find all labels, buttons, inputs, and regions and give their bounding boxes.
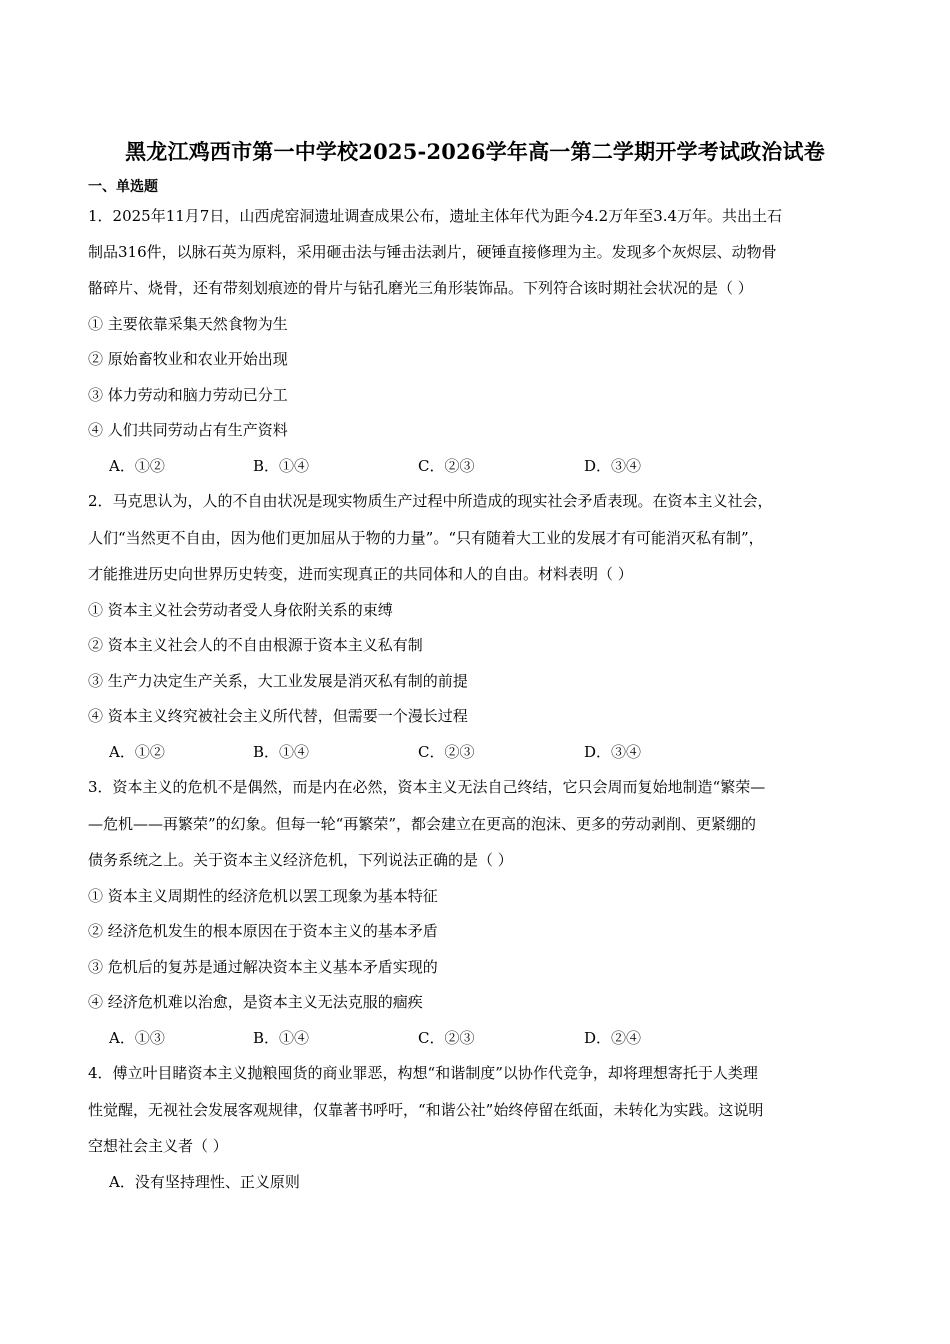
q2-stem-line-2: 人们“当然更不自由，因为他们更加屈从于物的力量”。“只有随着大工业的发展才有可能消灭私有制”， bbox=[88, 529, 764, 547]
q3-item-3: ③ 危机后的复苏是通过解决资本主义基本矛盾实现的 bbox=[88, 958, 438, 976]
q2-item-2: ② 资本主义社会人的不自由根源于资本主义私有制 bbox=[88, 636, 423, 654]
q1-item-1: ① 主要依靠采集天然食物为生 bbox=[88, 315, 288, 333]
q4-option-a: A．没有坚持理性、正义原则 bbox=[109, 1173, 300, 1191]
q1-stem-line-3: 骼碎片、烧骨，还有带刻划痕迹的骨片与钻孔磨光三角形装饰品。下列符合该时期社会状况的是（ ） bbox=[88, 279, 753, 297]
q3-option-b: B．①④ bbox=[253, 1029, 310, 1047]
q3-option-a: A．①③ bbox=[109, 1029, 165, 1047]
q1-item-4: ④ 人们共同劳动占有生产资料 bbox=[88, 421, 288, 439]
q1-option-c: C．②③ bbox=[418, 457, 475, 475]
q3-item-4: ④ 经济危机难以治愈，是资本主义无法克服的痼疾 bbox=[88, 993, 423, 1011]
q2-item-3: ③ 生产力决定生产关系，大工业发展是消灭私有制的前提 bbox=[88, 672, 468, 690]
q1-option-b: B．①④ bbox=[253, 457, 310, 475]
q3-option-c: C．②③ bbox=[418, 1029, 475, 1047]
q3-stem-line-3: 债务系统之上。关于资本主义经济危机，下列说法正确的是（ ） bbox=[88, 851, 513, 869]
section-heading: 一、单选题 bbox=[88, 179, 158, 195]
q2-option-d: D．③④ bbox=[584, 743, 642, 761]
q4-stem-line-2: 性觉醒，无视社会发展客观规律，仅靠著书呼吁，“和谐公社”始终停留在纸面，未转化为实践。这说明 bbox=[88, 1101, 764, 1119]
q3-option-d: D．②④ bbox=[584, 1029, 642, 1047]
q2-option-b: B．①④ bbox=[253, 743, 310, 761]
q1-item-3: ③ 体力劳动和脑力劳动已分工 bbox=[88, 386, 288, 404]
q2-item-4: ④ 资本主义终究被社会主义所代替，但需要一个漫长过程 bbox=[88, 707, 468, 725]
q1-stem-line-1: 1．2025年11月7日，山西虎窑洞遗址调查成果公布，遗址主体年代为距今4.2万年至3.4万年。共出土石 bbox=[88, 207, 783, 225]
q3-stem-line-1: 3．资本主义的危机不是偶然，而是内在必然，资本主义无法自己终结，它只会周而复始地制造“繁荣— bbox=[88, 778, 766, 796]
q2-stem-line-1: 2．马克思认为，人的不自由状况是现实物质生产过程中所造成的现实社会矛盾表现。在资本主义社会， bbox=[88, 492, 773, 510]
q2-item-1: ① 资本主义社会劳动者受人身依附关系的束缚 bbox=[88, 601, 393, 619]
exam-title: 黑龙江鸡西市第一中学校2025-2026学年高一第二学期开学考试政治试卷 bbox=[125, 139, 825, 164]
q4-stem-line-1: 4．傅立叶目睹资本主义抛粮囤货的商业罪恶，构想“和谐制度”以协作代竞争，却将理想寄托于人类理 bbox=[88, 1064, 758, 1082]
q2-option-a: A．①② bbox=[109, 743, 165, 761]
q2-stem-line-3: 才能推进历史向世界历史转变，进而实现真正的共同体和人的自由。材料表明（ ） bbox=[88, 565, 633, 583]
q1-stem-line-2: 制品316件，以脉石英为原料，采用砸击法与锤击法剥片，硬锤直接修理为主。发现多个灰烬层、动物骨 bbox=[88, 243, 777, 261]
q1-option-a: A．①② bbox=[109, 457, 165, 475]
q3-stem-line-2: —危机——再繁荣”的幻象。但每一轮“再繁荣”，都会建立在更高的泡沫、更多的劳动剥削、更紧绷的 bbox=[88, 815, 757, 833]
q1-option-d: D．③④ bbox=[584, 457, 642, 475]
q1-item-2: ② 原始畜牧业和农业开始出现 bbox=[88, 350, 288, 368]
q2-option-c: C．②③ bbox=[418, 743, 475, 761]
q3-item-2: ② 经济危机发生的根本原因在于资本主义的基本矛盾 bbox=[88, 922, 438, 940]
q3-item-1: ① 资本主义周期性的经济危机以罢工现象为基本特征 bbox=[88, 887, 438, 905]
q4-stem-line-3: 空想社会主义者（ ） bbox=[88, 1137, 228, 1155]
